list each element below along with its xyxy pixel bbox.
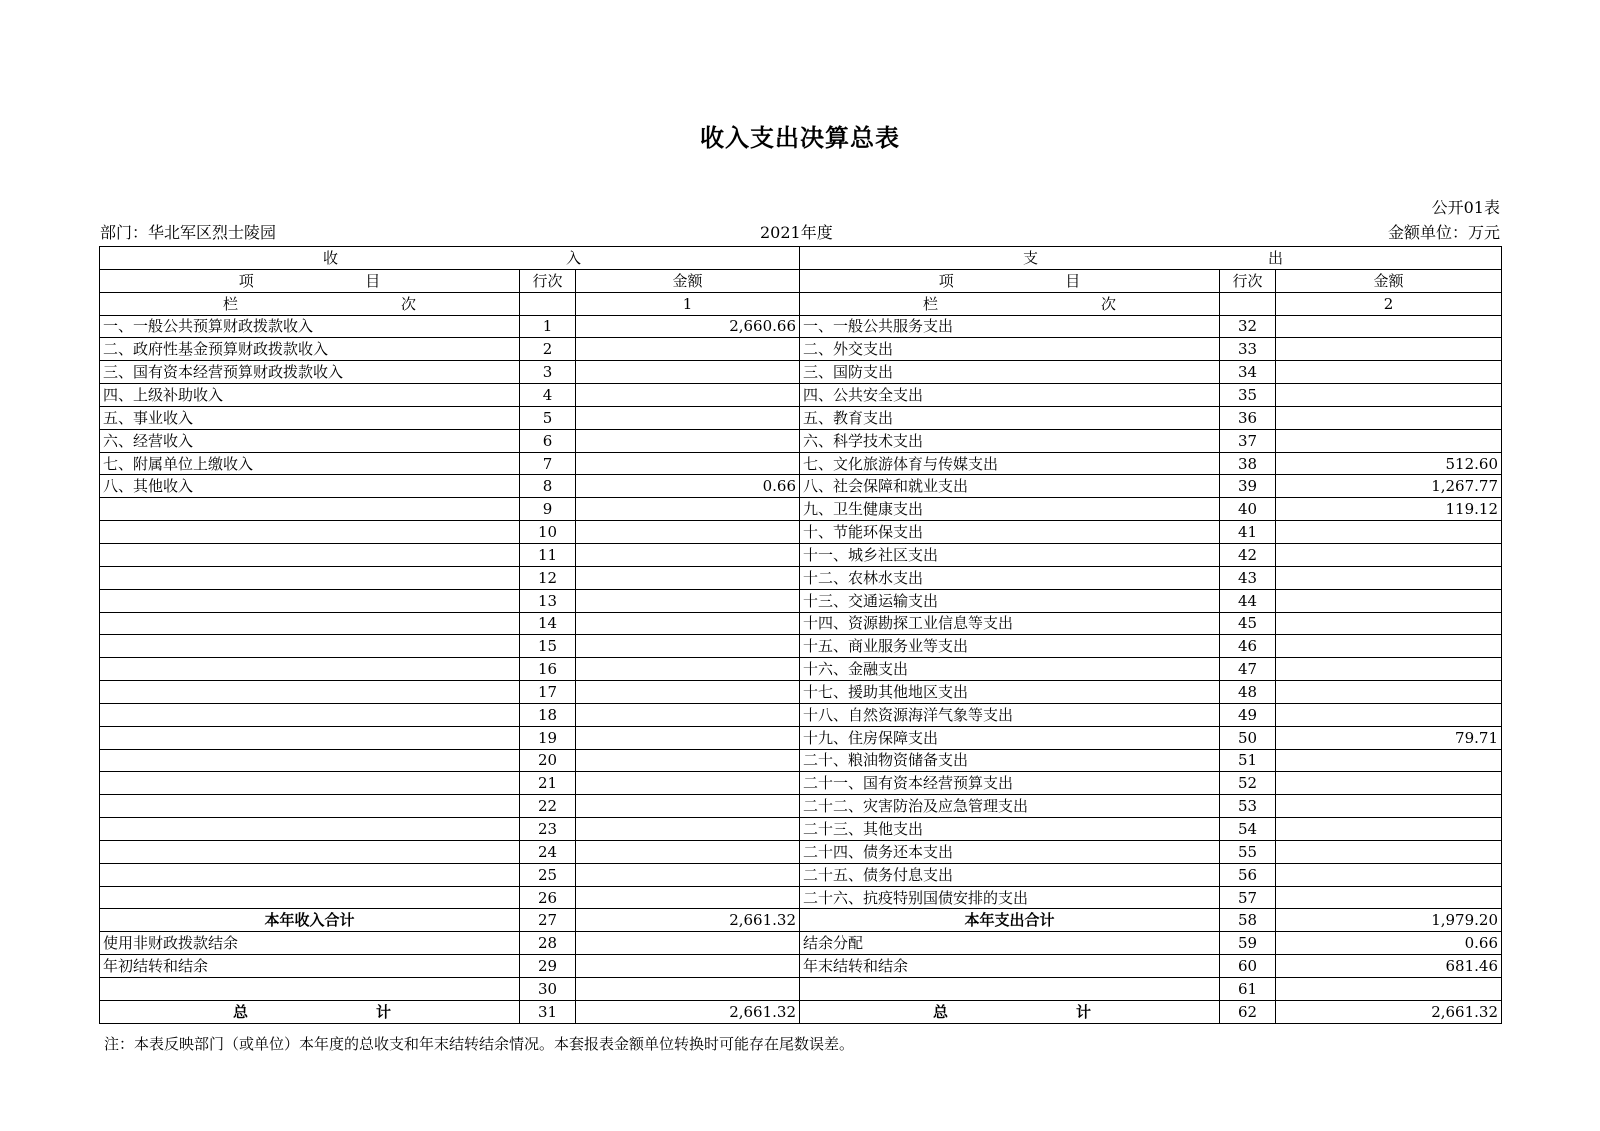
income-line-no: 11 [520, 543, 576, 566]
expense-line-no: 39 [1220, 475, 1276, 498]
income-item [100, 635, 520, 658]
table-row [100, 635, 1502, 658]
income-col-line-empty [520, 292, 576, 315]
income-item [100, 543, 520, 566]
expense-total-amount: 2,661.32 [1276, 1000, 1502, 1023]
income-total-label: 总 计 [100, 1000, 520, 1023]
income-line-no: 6 [520, 429, 576, 452]
expense-amount [1276, 658, 1502, 681]
expense-amount [1276, 361, 1502, 384]
table-row [100, 452, 1502, 475]
income-amount [576, 452, 800, 475]
income-line-no: 4 [520, 384, 576, 407]
expense-amount [1276, 384, 1502, 407]
expense-line-no: 59 [1220, 932, 1276, 955]
income-amount [576, 612, 800, 635]
table-row [100, 384, 1502, 407]
income-amount [576, 635, 800, 658]
income-amount [576, 840, 800, 863]
expense-col-line-empty [1220, 292, 1276, 315]
income-item [100, 658, 520, 681]
expense-line-no: 51 [1220, 749, 1276, 772]
expense-amount [1276, 566, 1502, 589]
income-total-line: 31 [520, 1000, 576, 1023]
income-item: 七、附属单位上缴收入 [100, 452, 520, 475]
expense-amount [1276, 612, 1502, 635]
expense-line-no: 50 [1220, 726, 1276, 749]
income-line-no: 9 [520, 498, 576, 521]
income-amount [576, 406, 800, 429]
meta-row [100, 220, 1500, 244]
income-line-no: 24 [520, 840, 576, 863]
income-item [100, 589, 520, 612]
income-item [100, 726, 520, 749]
income-amount [576, 681, 800, 704]
expense-line-no: 58 [1220, 909, 1276, 932]
income-item [100, 612, 520, 635]
expense-line-no: 45 [1220, 612, 1276, 635]
expense-item: 三、国防支出 [800, 361, 1220, 384]
year-label: 2021年度 [760, 223, 833, 242]
expense-line-no: 54 [1220, 818, 1276, 841]
expense-section-header: 支 出 [800, 247, 1502, 270]
expense-line-no: 33 [1220, 338, 1276, 361]
income-amount [576, 955, 800, 978]
income-item: 年初结转和结余 [100, 955, 520, 978]
expense-amount [1276, 406, 1502, 429]
income-item [100, 840, 520, 863]
income-amount: 2,661.32 [576, 909, 800, 932]
income-line-no: 13 [520, 589, 576, 612]
income-item: 四、上级补助收入 [100, 384, 520, 407]
income-amount [576, 726, 800, 749]
income-item [100, 703, 520, 726]
total-row [100, 1000, 1502, 1023]
table-row [100, 429, 1502, 452]
income-line-no: 20 [520, 749, 576, 772]
expense-amount [1276, 315, 1502, 338]
expense-line-no: 46 [1220, 635, 1276, 658]
income-amount: 2,660.66 [576, 315, 800, 338]
expense-amount: 79.71 [1276, 726, 1502, 749]
expense-item: 十八、自然资源海洋气象等支出 [800, 703, 1220, 726]
income-line-no: 8 [520, 475, 576, 498]
department-label: 部门：华北军区烈士陵园 [100, 223, 277, 242]
expense-line-no: 48 [1220, 681, 1276, 704]
unit-label: 金额单位：万元 [1387, 223, 1500, 242]
expense-amount [1276, 635, 1502, 658]
income-amount [576, 658, 800, 681]
table-row [100, 475, 1502, 498]
expense-item: 本年支出合计 [800, 909, 1220, 932]
expense-line-no: 57 [1220, 886, 1276, 909]
income-line-no: 26 [520, 886, 576, 909]
table-row [100, 566, 1502, 589]
income-amount-header: 金额 [576, 269, 800, 292]
table-row [100, 886, 1502, 909]
expense-item [800, 978, 1220, 1001]
table-row [100, 978, 1502, 1001]
table-row [100, 406, 1502, 429]
expense-item: 十七、援助其他地区支出 [800, 681, 1220, 704]
income-line-no: 16 [520, 658, 576, 681]
expense-line-no: 49 [1220, 703, 1276, 726]
expense-line-no: 60 [1220, 955, 1276, 978]
income-col-no: 1 [576, 292, 800, 315]
income-item: 三、国有资本经营预算财政拨款收入 [100, 361, 520, 384]
table-row [100, 338, 1502, 361]
income-amount [576, 338, 800, 361]
income-line-no: 7 [520, 452, 576, 475]
income-amount [576, 703, 800, 726]
income-line-no: 30 [520, 978, 576, 1001]
expense-item: 十、节能环保支出 [800, 521, 1220, 544]
income-item [100, 498, 520, 521]
table-row [100, 498, 1502, 521]
income-line-no: 22 [520, 795, 576, 818]
expense-line-no: 41 [1220, 521, 1276, 544]
income-item [100, 978, 520, 1001]
income-amount [576, 589, 800, 612]
expense-amount [1276, 589, 1502, 612]
income-amount [576, 384, 800, 407]
income-item [100, 772, 520, 795]
income-line-no: 1 [520, 315, 576, 338]
expense-amount [1276, 978, 1502, 1001]
income-line-no: 17 [520, 681, 576, 704]
income-item: 使用非财政拨款结余 [100, 932, 520, 955]
expense-total-line: 62 [1220, 1000, 1276, 1023]
income-item: 八、其他收入 [100, 475, 520, 498]
income-item [100, 749, 520, 772]
expense-item: 年末结转和结余 [800, 955, 1220, 978]
expense-amount: 0.66 [1276, 932, 1502, 955]
header-row-colno [100, 292, 1502, 315]
expense-total-label: 总 计 [800, 1000, 1220, 1023]
footnote: 注：本表反映部门（或单位）本年度的总收支和年末结转结余情况。本套报表金额单位转换时可能存在尾数误差。 [104, 1035, 855, 1053]
expense-item: 二十三、其他支出 [800, 818, 1220, 841]
income-total-amount: 2,661.32 [576, 1000, 800, 1023]
expense-line-no: 56 [1220, 863, 1276, 886]
income-item: 六、经营收入 [100, 429, 520, 452]
income-line-no: 21 [520, 772, 576, 795]
expense-line-header: 行次 [1220, 269, 1276, 292]
budget-table [99, 246, 1502, 1024]
income-amount [576, 749, 800, 772]
expense-line-no: 53 [1220, 795, 1276, 818]
expense-col-no: 2 [1276, 292, 1502, 315]
table-row [100, 840, 1502, 863]
expense-item: 七、文化旅游体育与传媒支出 [800, 452, 1220, 475]
expense-amount [1276, 795, 1502, 818]
table-row [100, 703, 1502, 726]
table-row [100, 863, 1502, 886]
header-row-section [100, 247, 1502, 270]
income-line-no: 15 [520, 635, 576, 658]
income-item [100, 818, 520, 841]
table-row [100, 955, 1502, 978]
table-row [100, 589, 1502, 612]
income-item-header: 项 目 [100, 269, 520, 292]
income-line-no: 2 [520, 338, 576, 361]
income-item [100, 795, 520, 818]
expense-line-no: 35 [1220, 384, 1276, 407]
table-row [100, 658, 1502, 681]
income-line-no: 10 [520, 521, 576, 544]
expense-line-no: 47 [1220, 658, 1276, 681]
table-row [100, 543, 1502, 566]
expense-item: 十一、城乡社区支出 [800, 543, 1220, 566]
expense-item: 十九、住房保障支出 [800, 726, 1220, 749]
expense-amount [1276, 840, 1502, 863]
income-line-no: 19 [520, 726, 576, 749]
expense-amount [1276, 772, 1502, 795]
income-line-no: 3 [520, 361, 576, 384]
table-row [100, 726, 1502, 749]
expense-item: 二十四、债务还本支出 [800, 840, 1220, 863]
income-amount [576, 361, 800, 384]
income-amount [576, 886, 800, 909]
income-amount [576, 978, 800, 1001]
income-line-no: 23 [520, 818, 576, 841]
table-row [100, 612, 1502, 635]
expense-amount [1276, 521, 1502, 544]
income-item [100, 863, 520, 886]
expense-item: 二十、粮油物资储备支出 [800, 749, 1220, 772]
income-line-no: 5 [520, 406, 576, 429]
expense-line-no: 34 [1220, 361, 1276, 384]
expense-line-no: 44 [1220, 589, 1276, 612]
income-line-no: 28 [520, 932, 576, 955]
table-row [100, 818, 1502, 841]
income-item [100, 566, 520, 589]
expense-line-no: 52 [1220, 772, 1276, 795]
expense-amount [1276, 703, 1502, 726]
expense-amount: 512.60 [1276, 452, 1502, 475]
income-amount [576, 429, 800, 452]
expense-item-header: 项 目 [800, 269, 1220, 292]
form-number: 公开01表 [1431, 198, 1500, 217]
income-line-no: 12 [520, 566, 576, 589]
expense-item: 二、外交支出 [800, 338, 1220, 361]
income-amount [576, 772, 800, 795]
expense-item: 一、一般公共服务支出 [800, 315, 1220, 338]
expense-amount: 119.12 [1276, 498, 1502, 521]
income-section-header: 收 入 [100, 247, 800, 270]
expense-item: 二十五、债务付息支出 [800, 863, 1220, 886]
expense-item: 五、教育支出 [800, 406, 1220, 429]
income-item: 五、事业收入 [100, 406, 520, 429]
expense-line-no: 37 [1220, 429, 1276, 452]
table-row [100, 681, 1502, 704]
income-amount [576, 932, 800, 955]
income-line-no: 18 [520, 703, 576, 726]
expense-amount: 1,267.77 [1276, 475, 1502, 498]
income-item [100, 886, 520, 909]
table-row [100, 315, 1502, 338]
expense-item: 二十六、抗疫特别国债安排的支出 [800, 886, 1220, 909]
income-line-header: 行次 [520, 269, 576, 292]
expense-item: 四、公共安全支出 [800, 384, 1220, 407]
table-row [100, 521, 1502, 544]
expense-item: 十五、商业服务业等支出 [800, 635, 1220, 658]
expense-line-no: 36 [1220, 406, 1276, 429]
expense-item: 八、社会保障和就业支出 [800, 475, 1220, 498]
expense-amount: 1,979.20 [1276, 909, 1502, 932]
income-item: 一、一般公共预算财政拨款收入 [100, 315, 520, 338]
expense-amount [1276, 543, 1502, 566]
income-item [100, 681, 520, 704]
income-amount [576, 566, 800, 589]
expense-amount: 681.46 [1276, 955, 1502, 978]
expense-amount [1276, 429, 1502, 452]
expense-amount [1276, 818, 1502, 841]
income-amount [576, 521, 800, 544]
table-row [100, 749, 1502, 772]
income-item [100, 521, 520, 544]
table-row [100, 772, 1502, 795]
expense-line-no: 61 [1220, 978, 1276, 1001]
expense-line-no: 32 [1220, 315, 1276, 338]
income-col-header: 栏 次 [100, 292, 520, 315]
table-body [100, 315, 1502, 1000]
expense-item: 二十二、灾害防治及应急管理支出 [800, 795, 1220, 818]
expense-item: 十二、农林水支出 [800, 566, 1220, 589]
table-row [100, 361, 1502, 384]
page-title: 收入支出决算总表 [700, 124, 900, 152]
table-row [100, 909, 1502, 932]
table-row [100, 795, 1502, 818]
expense-amount [1276, 338, 1502, 361]
income-amount [576, 818, 800, 841]
income-amount [576, 498, 800, 521]
income-item: 二、政府性基金预算财政拨款收入 [100, 338, 520, 361]
expense-line-no: 38 [1220, 452, 1276, 475]
expense-amount [1276, 863, 1502, 886]
table-row [100, 932, 1502, 955]
expense-line-no: 55 [1220, 840, 1276, 863]
header-row-columns [100, 269, 1502, 292]
expense-line-no: 42 [1220, 543, 1276, 566]
expense-item: 六、科学技术支出 [800, 429, 1220, 452]
income-line-no: 27 [520, 909, 576, 932]
income-amount: 0.66 [576, 475, 800, 498]
expense-item: 结余分配 [800, 932, 1220, 955]
income-line-no: 25 [520, 863, 576, 886]
income-item: 本年收入合计 [100, 909, 520, 932]
expense-line-no: 43 [1220, 566, 1276, 589]
income-amount [576, 795, 800, 818]
expense-item: 十四、资源勘探工业信息等支出 [800, 612, 1220, 635]
expense-item: 十六、金融支出 [800, 658, 1220, 681]
expense-amount [1276, 681, 1502, 704]
expense-item: 十三、交通运输支出 [800, 589, 1220, 612]
expense-item: 二十一、国有资本经营预算支出 [800, 772, 1220, 795]
expense-item: 九、卫生健康支出 [800, 498, 1220, 521]
expense-col-header: 栏 次 [800, 292, 1220, 315]
expense-line-no: 40 [1220, 498, 1276, 521]
expense-amount [1276, 749, 1502, 772]
income-amount [576, 863, 800, 886]
income-line-no: 29 [520, 955, 576, 978]
income-line-no: 14 [520, 612, 576, 635]
income-amount [576, 543, 800, 566]
expense-amount-header: 金额 [1276, 269, 1502, 292]
expense-amount [1276, 886, 1502, 909]
